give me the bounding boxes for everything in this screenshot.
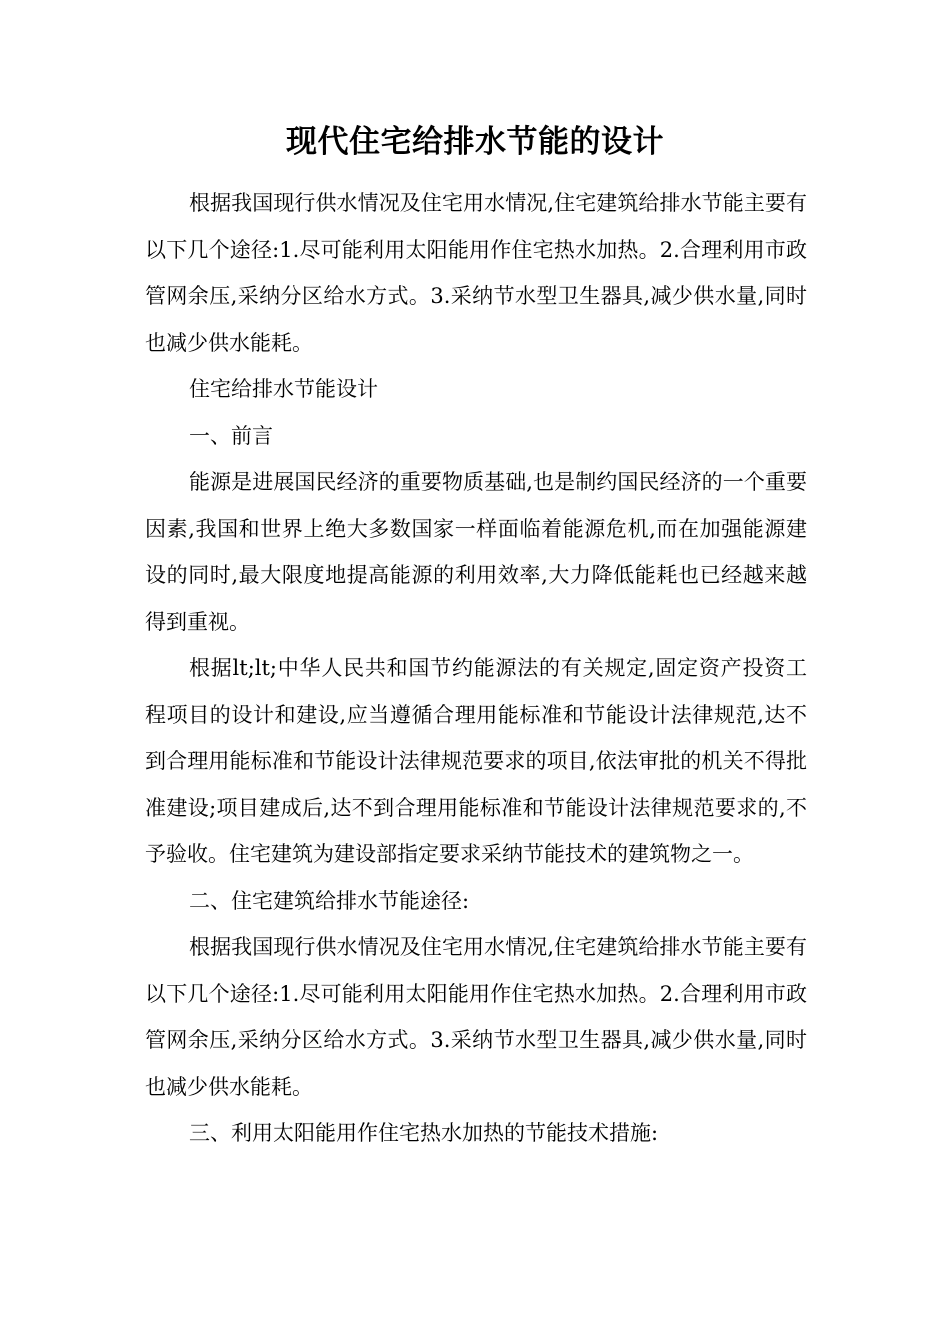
document-body: [145, 180, 807, 1157]
paragraph-law: 根据lt;lt;中华人民共和国节约能源法的有关规定,固定资产投资工程项目的设计和建设,应当遵循合理用能标准和节能设计法律规范,达不到合理用能标准和节能设计法律规范要求的项目,依法审批的机关不得批准建设;项目建成后,达不到合理用能标准和节能设计法律规范要求的,不予验收。住宅建筑为建设部指定要求采纳节能技术的建筑物之一。: [145, 656, 807, 866]
paragraph-approaches: 根据我国现行供水情况及住宅用水情况,住宅建筑给排水节能主要有以下几个途径:1.尽可能利用太阳能用作住宅热水加热。2.合理利用市政管网余压,采纳分区给水方式。3.采纳节水型卫生器具,减少供水量,同时也减少供水能耗。: [145, 935, 807, 1099]
paragraph-subtitle: 住宅给排水节能设计: [189, 377, 378, 401]
heading-preface: 一、前言: [189, 423, 273, 448]
heading-approaches: 二、住宅建筑给排水节能途径:: [189, 888, 470, 913]
document-title: 现代住宅给排水节能的设计: [286, 124, 664, 160]
heading-solar: 三、利用太阳能用作住宅热水加热的节能技术措施:: [189, 1121, 659, 1145]
paragraph-energy: 能源是进展国民经济的重要物质基础,也是制约国民经济的一个重要因素,我国和世界上绝大多数国家一样面临着能源危机,而在加强能源建设的同时,最大限度地提高能源的利用效率,大力降低能耗也已经越来越得到重视。: [145, 470, 807, 634]
paragraph-intro: 根据我国现行供水情况及住宅用水情况,住宅建筑给排水节能主要有以下几个途径:1.尽可能利用太阳能用作住宅热水加热。2.合理利用市政管网余压,采纳分区给水方式。3.采纳节水型卫生器具,减少供水量,同时也减少供水能耗。: [145, 191, 807, 355]
